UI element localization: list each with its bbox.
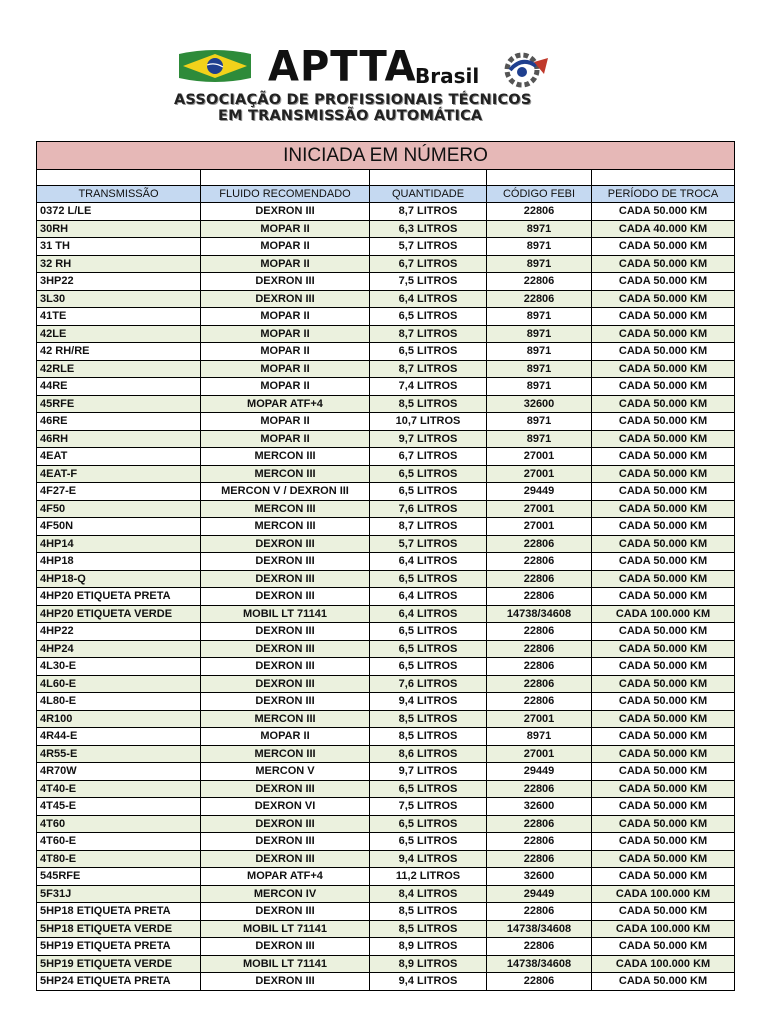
cell-quantidade: 6,5 LITROS (370, 833, 487, 851)
gear-logo-icon (490, 48, 560, 92)
table-row (37, 448, 735, 466)
cell-periodo: CADA 50.000 KM (592, 290, 735, 308)
fluid-table-container (36, 141, 734, 991)
cell-fluido: MERCON III (201, 500, 370, 518)
table-row (37, 763, 735, 781)
cell-transmissao: 5HP19 ETIQUETA PRETA (37, 938, 201, 956)
cell-quantidade: 7,5 LITROS (370, 798, 487, 816)
cell-quantidade: 6,5 LITROS (370, 815, 487, 833)
cell-fluido: DEXRON III (201, 570, 370, 588)
cell-quantidade: 6,7 LITROS (370, 448, 487, 466)
table-row (37, 518, 735, 536)
table-row (37, 220, 735, 238)
table-row (37, 325, 735, 343)
table-row (37, 378, 735, 396)
table-row (37, 273, 735, 291)
association-name-line1: ASSOCIAÇÃO DE PROFISSIONAIS TÉCNICOS (174, 92, 532, 108)
blank-cell (592, 170, 735, 186)
cell-quantidade: 6,4 LITROS (370, 588, 487, 606)
cell-periodo: CADA 50.000 KM (592, 203, 735, 221)
cell-codigo-febi: 22806 (487, 623, 592, 641)
cell-quantidade: 8,7 LITROS (370, 360, 487, 378)
cell-transmissao: 45RFE (37, 395, 201, 413)
cell-transmissao: 4T60-E (37, 833, 201, 851)
cell-quantidade: 6,5 LITROS (370, 483, 487, 501)
cell-quantidade: 8,6 LITROS (370, 745, 487, 763)
cell-periodo: CADA 50.000 KM (592, 553, 735, 571)
cell-codigo-febi: 8971 (487, 255, 592, 273)
table-row (37, 868, 735, 886)
cell-transmissao: 545RFE (37, 868, 201, 886)
cell-periodo: CADA 50.000 KM (592, 395, 735, 413)
cell-transmissao: 4T40-E (37, 780, 201, 798)
cell-transmissao: 4EAT-F (37, 465, 201, 483)
cell-codigo-febi: 22806 (487, 570, 592, 588)
cell-fluido: DEXRON III (201, 850, 370, 868)
cell-periodo: CADA 50.000 KM (592, 728, 735, 746)
cell-periodo: CADA 50.000 KM (592, 500, 735, 518)
cell-codigo-febi: 22806 (487, 850, 592, 868)
table-row (37, 833, 735, 851)
cell-periodo: CADA 50.000 KM (592, 833, 735, 851)
cell-codigo-febi: 29449 (487, 763, 592, 781)
cell-fluido: DEXRON III (201, 553, 370, 571)
cell-quantidade: 8,5 LITROS (370, 395, 487, 413)
cell-transmissao: 4L80-E (37, 693, 201, 711)
cell-codigo-febi: 22806 (487, 675, 592, 693)
cell-periodo: CADA 50.000 KM (592, 238, 735, 256)
cell-periodo: CADA 50.000 KM (592, 483, 735, 501)
cell-codigo-febi: 14738/34608 (487, 605, 592, 623)
cell-codigo-febi: 22806 (487, 273, 592, 291)
table-row (37, 203, 735, 221)
cell-codigo-febi: 22806 (487, 833, 592, 851)
cell-codigo-febi: 27001 (487, 448, 592, 466)
cell-transmissao: 4R55-E (37, 745, 201, 763)
cell-quantidade: 6,5 LITROS (370, 658, 487, 676)
table-title: INICIADA EM NÚMERO (37, 142, 735, 170)
blank-cell (37, 170, 201, 186)
cell-periodo: CADA 50.000 KM (592, 973, 735, 991)
cell-periodo: CADA 50.000 KM (592, 378, 735, 396)
cell-periodo: CADA 50.000 KM (592, 360, 735, 378)
cell-transmissao: 4R70W (37, 763, 201, 781)
cell-codigo-febi: 14738/34608 (487, 955, 592, 973)
cell-quantidade: 7,4 LITROS (370, 378, 487, 396)
cell-transmissao: 4R100 (37, 710, 201, 728)
cell-codigo-febi: 22806 (487, 973, 592, 991)
cell-transmissao: 31 TH (37, 238, 201, 256)
cell-quantidade: 8,7 LITROS (370, 325, 487, 343)
cell-codigo-febi: 8971 (487, 238, 592, 256)
cell-fluido: DEXRON III (201, 203, 370, 221)
column-header-row (37, 186, 735, 203)
cell-fluido: MOBIL LT 71141 (201, 605, 370, 623)
cell-fluido: MOPAR II (201, 728, 370, 746)
cell-periodo: CADA 100.000 KM (592, 955, 735, 973)
cell-periodo: CADA 50.000 KM (592, 903, 735, 921)
cell-periodo: CADA 50.000 KM (592, 868, 735, 886)
cell-periodo: CADA 50.000 KM (592, 570, 735, 588)
cell-transmissao: 4HP18-Q (37, 570, 201, 588)
cell-codigo-febi: 8971 (487, 413, 592, 431)
cell-fluido: DEXRON III (201, 903, 370, 921)
cell-transmissao: 0372 L/LE (37, 203, 201, 221)
cell-quantidade: 6,5 LITROS (370, 623, 487, 641)
cell-fluido: DEXRON III (201, 535, 370, 553)
cell-periodo: CADA 50.000 KM (592, 430, 735, 448)
cell-quantidade: 9,4 LITROS (370, 973, 487, 991)
table-row (37, 850, 735, 868)
cell-periodo: CADA 50.000 KM (592, 448, 735, 466)
cell-quantidade: 6,5 LITROS (370, 570, 487, 588)
cell-quantidade: 8,9 LITROS (370, 938, 487, 956)
cell-periodo: CADA 100.000 KM (592, 605, 735, 623)
cell-transmissao: 4F27-E (37, 483, 201, 501)
cell-transmissao: 41TE (37, 308, 201, 326)
cell-transmissao: 5HP24 ETIQUETA PRETA (37, 973, 201, 991)
cell-periodo: CADA 50.000 KM (592, 465, 735, 483)
cell-quantidade: 9,4 LITROS (370, 693, 487, 711)
cell-codigo-febi: 22806 (487, 938, 592, 956)
cell-fluido: MERCON III (201, 465, 370, 483)
cell-fluido: MERCON V (201, 763, 370, 781)
cell-periodo: CADA 50.000 KM (592, 413, 735, 431)
table-row (37, 343, 735, 361)
cell-codigo-febi: 22806 (487, 640, 592, 658)
cell-fluido: DEXRON III (201, 833, 370, 851)
cell-codigo-febi: 8971 (487, 728, 592, 746)
cell-fluido: DEXRON III (201, 675, 370, 693)
table-row (37, 710, 735, 728)
table-row (37, 535, 735, 553)
cell-fluido: MERCON III (201, 710, 370, 728)
cell-periodo: CADA 50.000 KM (592, 325, 735, 343)
cell-fluido: MERCON III (201, 448, 370, 466)
cell-fluido: MOPAR II (201, 325, 370, 343)
cell-transmissao: 30RH (37, 220, 201, 238)
association-name-line2: EM TRANSMISSÃO AUTOMÁTICA (218, 108, 483, 124)
table-row (37, 588, 735, 606)
cell-codigo-febi: 27001 (487, 500, 592, 518)
cell-periodo: CADA 50.000 KM (592, 815, 735, 833)
document-header (0, 0, 768, 135)
blank-cell (201, 170, 370, 186)
table-row (37, 430, 735, 448)
cell-quantidade: 7,5 LITROS (370, 273, 487, 291)
cell-periodo: CADA 50.000 KM (592, 693, 735, 711)
cell-periodo: CADA 50.000 KM (592, 623, 735, 641)
cell-transmissao: 44RE (37, 378, 201, 396)
cell-transmissao: 4T80-E (37, 850, 201, 868)
cell-quantidade: 6,5 LITROS (370, 640, 487, 658)
table-row (37, 798, 735, 816)
cell-transmissao: 4HP24 (37, 640, 201, 658)
table-row (37, 938, 735, 956)
table-row (37, 413, 735, 431)
table-row (37, 640, 735, 658)
logo-country: Brasil (415, 64, 480, 88)
cell-periodo: CADA 50.000 KM (592, 535, 735, 553)
cell-codigo-febi: 22806 (487, 815, 592, 833)
cell-codigo-febi: 22806 (487, 780, 592, 798)
cell-transmissao: 42 RH/RE (37, 343, 201, 361)
table-row (37, 290, 735, 308)
table-row (37, 780, 735, 798)
cell-quantidade: 5,7 LITROS (370, 238, 487, 256)
cell-quantidade: 8,7 LITROS (370, 203, 487, 221)
cell-fluido: MOPAR ATF+4 (201, 868, 370, 886)
blank-cell (487, 170, 592, 186)
cell-transmissao: 4HP20 ETIQUETA PRETA (37, 588, 201, 606)
cell-quantidade: 6,3 LITROS (370, 220, 487, 238)
cell-fluido: MOPAR II (201, 220, 370, 238)
logo-wordmark: APTTA (268, 42, 417, 92)
cell-transmissao: 4HP18 (37, 553, 201, 571)
cell-transmissao: 4HP20 ETIQUETA VERDE (37, 605, 201, 623)
column-header-fluido: FLUIDO RECOMENDADO (201, 186, 370, 203)
cell-codigo-febi: 8971 (487, 378, 592, 396)
table-row (37, 605, 735, 623)
cell-fluido: MERCON IV (201, 885, 370, 903)
cell-fluido: DEXRON III (201, 640, 370, 658)
cell-transmissao: 4R44-E (37, 728, 201, 746)
cell-codigo-febi: 32600 (487, 395, 592, 413)
table-row (37, 255, 735, 273)
cell-periodo: CADA 50.000 KM (592, 640, 735, 658)
cell-quantidade: 9,7 LITROS (370, 763, 487, 781)
cell-fluido: DEXRON III (201, 938, 370, 956)
cell-codigo-febi: 8971 (487, 343, 592, 361)
table-row (37, 903, 735, 921)
cell-periodo: CADA 50.000 KM (592, 343, 735, 361)
cell-transmissao: 3HP22 (37, 273, 201, 291)
cell-quantidade: 8,5 LITROS (370, 920, 487, 938)
cell-codigo-febi: 8971 (487, 308, 592, 326)
cell-transmissao: 4HP22 (37, 623, 201, 641)
cell-codigo-febi: 27001 (487, 745, 592, 763)
cell-codigo-febi: 22806 (487, 290, 592, 308)
column-header-periodo: PERÍODO DE TROCA (592, 186, 735, 203)
cell-periodo: CADA 50.000 KM (592, 710, 735, 728)
cell-periodo: CADA 50.000 KM (592, 675, 735, 693)
table-row (37, 675, 735, 693)
cell-periodo: CADA 50.000 KM (592, 658, 735, 676)
cell-codigo-febi: 22806 (487, 903, 592, 921)
cell-periodo: CADA 100.000 KM (592, 920, 735, 938)
cell-transmissao: 4EAT (37, 448, 201, 466)
cell-codigo-febi: 8971 (487, 360, 592, 378)
cell-fluido: DEXRON III (201, 273, 370, 291)
cell-codigo-febi: 29449 (487, 885, 592, 903)
cell-periodo: CADA 40.000 KM (592, 220, 735, 238)
column-header-codigo-febi: CÓDIGO FEBI (487, 186, 592, 203)
cell-transmissao: 46RE (37, 413, 201, 431)
cell-transmissao: 5HP19 ETIQUETA VERDE (37, 955, 201, 973)
cell-quantidade: 8,5 LITROS (370, 710, 487, 728)
cell-quantidade: 8,5 LITROS (370, 903, 487, 921)
cell-codigo-febi: 32600 (487, 798, 592, 816)
cell-codigo-febi: 22806 (487, 203, 592, 221)
cell-codigo-febi: 32600 (487, 868, 592, 886)
table-row (37, 623, 735, 641)
cell-periodo: CADA 50.000 KM (592, 745, 735, 763)
column-header-transmissao: TRANSMISSÃO (37, 186, 201, 203)
cell-periodo: CADA 50.000 KM (592, 255, 735, 273)
cell-quantidade: 6,4 LITROS (370, 553, 487, 571)
cell-quantidade: 11,2 LITROS (370, 868, 487, 886)
cell-codigo-febi: 22806 (487, 693, 592, 711)
cell-quantidade: 9,7 LITROS (370, 430, 487, 448)
cell-quantidade: 9,4 LITROS (370, 850, 487, 868)
table-row (37, 570, 735, 588)
cell-transmissao: 5HP18 ETIQUETA VERDE (37, 920, 201, 938)
cell-fluido: MOPAR II (201, 413, 370, 431)
cell-fluido: MOPAR II (201, 430, 370, 448)
table-row (37, 693, 735, 711)
cell-transmissao: 3L30 (37, 290, 201, 308)
cell-transmissao: 42LE (37, 325, 201, 343)
cell-fluido: MOPAR II (201, 238, 370, 256)
cell-transmissao: 5F31J (37, 885, 201, 903)
cell-codigo-febi: 22806 (487, 658, 592, 676)
table-row (37, 238, 735, 256)
cell-fluido: MOPAR II (201, 255, 370, 273)
cell-quantidade: 7,6 LITROS (370, 500, 487, 518)
cell-fluido: DEXRON III (201, 780, 370, 798)
table-row (37, 973, 735, 991)
cell-fluido: MOBIL LT 71141 (201, 955, 370, 973)
cell-transmissao: 5HP18 ETIQUETA PRETA (37, 903, 201, 921)
table-row (37, 308, 735, 326)
cell-transmissao: 4L30-E (37, 658, 201, 676)
blank-cell (370, 170, 487, 186)
table-row (37, 465, 735, 483)
table-row (37, 658, 735, 676)
cell-quantidade: 8,4 LITROS (370, 885, 487, 903)
cell-fluido: MOPAR II (201, 360, 370, 378)
table-row (37, 920, 735, 938)
cell-transmissao: 4F50 (37, 500, 201, 518)
cell-quantidade: 6,4 LITROS (370, 605, 487, 623)
cell-transmissao: 4L60-E (37, 675, 201, 693)
cell-periodo: CADA 50.000 KM (592, 588, 735, 606)
column-header-quantidade: QUANTIDADE (370, 186, 487, 203)
cell-fluido: DEXRON III (201, 588, 370, 606)
cell-quantidade: 6,4 LITROS (370, 290, 487, 308)
cell-codigo-febi: 22806 (487, 588, 592, 606)
cell-quantidade: 10,7 LITROS (370, 413, 487, 431)
cell-transmissao: 4T60 (37, 815, 201, 833)
cell-fluido: DEXRON III (201, 973, 370, 991)
cell-periodo: CADA 50.000 KM (592, 273, 735, 291)
cell-fluido: MERCON III (201, 745, 370, 763)
cell-fluido: MERCON V / DEXRON III (201, 483, 370, 501)
cell-codigo-febi: 27001 (487, 465, 592, 483)
table-row (37, 500, 735, 518)
cell-codigo-febi: 22806 (487, 553, 592, 571)
cell-fluido: MOPAR ATF+4 (201, 395, 370, 413)
cell-quantidade: 7,6 LITROS (370, 675, 487, 693)
cell-periodo: CADA 50.000 KM (592, 938, 735, 956)
cell-quantidade: 6,5 LITROS (370, 308, 487, 326)
blank-row (37, 170, 735, 186)
table-row (37, 745, 735, 763)
cell-quantidade: 6,5 LITROS (370, 780, 487, 798)
cell-fluido: DEXRON III (201, 623, 370, 641)
cell-periodo: CADA 50.000 KM (592, 798, 735, 816)
cell-periodo: CADA 50.000 KM (592, 850, 735, 868)
table-row (37, 815, 735, 833)
table-row (37, 955, 735, 973)
cell-periodo: CADA 50.000 KM (592, 780, 735, 798)
cell-fluido: MOPAR II (201, 308, 370, 326)
cell-quantidade: 6,5 LITROS (370, 343, 487, 361)
cell-fluido: MOBIL LT 71141 (201, 920, 370, 938)
cell-fluido: DEXRON III (201, 290, 370, 308)
cell-transmissao: 32 RH (37, 255, 201, 273)
cell-quantidade: 8,5 LITROS (370, 728, 487, 746)
cell-fluido: MOPAR II (201, 378, 370, 396)
table-body (37, 203, 735, 991)
fluid-table (36, 141, 735, 991)
cell-periodo: CADA 50.000 KM (592, 518, 735, 536)
table-row (37, 360, 735, 378)
cell-fluido: DEXRON VI (201, 798, 370, 816)
cell-codigo-febi: 27001 (487, 710, 592, 728)
table-row (37, 885, 735, 903)
cell-codigo-febi: 8971 (487, 430, 592, 448)
cell-codigo-febi: 22806 (487, 535, 592, 553)
table-row (37, 483, 735, 501)
cell-fluido: DEXRON III (201, 658, 370, 676)
table-row (37, 728, 735, 746)
cell-fluido: MOPAR II (201, 343, 370, 361)
cell-quantidade: 6,7 LITROS (370, 255, 487, 273)
cell-transmissao: 46RH (37, 430, 201, 448)
cell-periodo: CADA 50.000 KM (592, 308, 735, 326)
cell-quantidade: 8,9 LITROS (370, 955, 487, 973)
cell-quantidade: 6,5 LITROS (370, 465, 487, 483)
cell-periodo: CADA 100.000 KM (592, 885, 735, 903)
cell-transmissao: 42RLE (37, 360, 201, 378)
cell-transmissao: 4T45-E (37, 798, 201, 816)
cell-codigo-febi: 14738/34608 (487, 920, 592, 938)
cell-transmissao: 4HP14 (37, 535, 201, 553)
cell-transmissao: 4F50N (37, 518, 201, 536)
cell-codigo-febi: 8971 (487, 325, 592, 343)
cell-periodo: CADA 50.000 KM (592, 763, 735, 781)
table-row (37, 395, 735, 413)
cell-fluido: DEXRON III (201, 815, 370, 833)
brazil-flag-icon (175, 48, 255, 84)
table-row (37, 553, 735, 571)
cell-quantidade: 5,7 LITROS (370, 535, 487, 553)
cell-codigo-febi: 8971 (487, 220, 592, 238)
cell-quantidade: 8,7 LITROS (370, 518, 487, 536)
cell-fluido: DEXRON III (201, 693, 370, 711)
cell-codigo-febi: 27001 (487, 518, 592, 536)
cell-codigo-febi: 29449 (487, 483, 592, 501)
cell-fluido: MERCON III (201, 518, 370, 536)
